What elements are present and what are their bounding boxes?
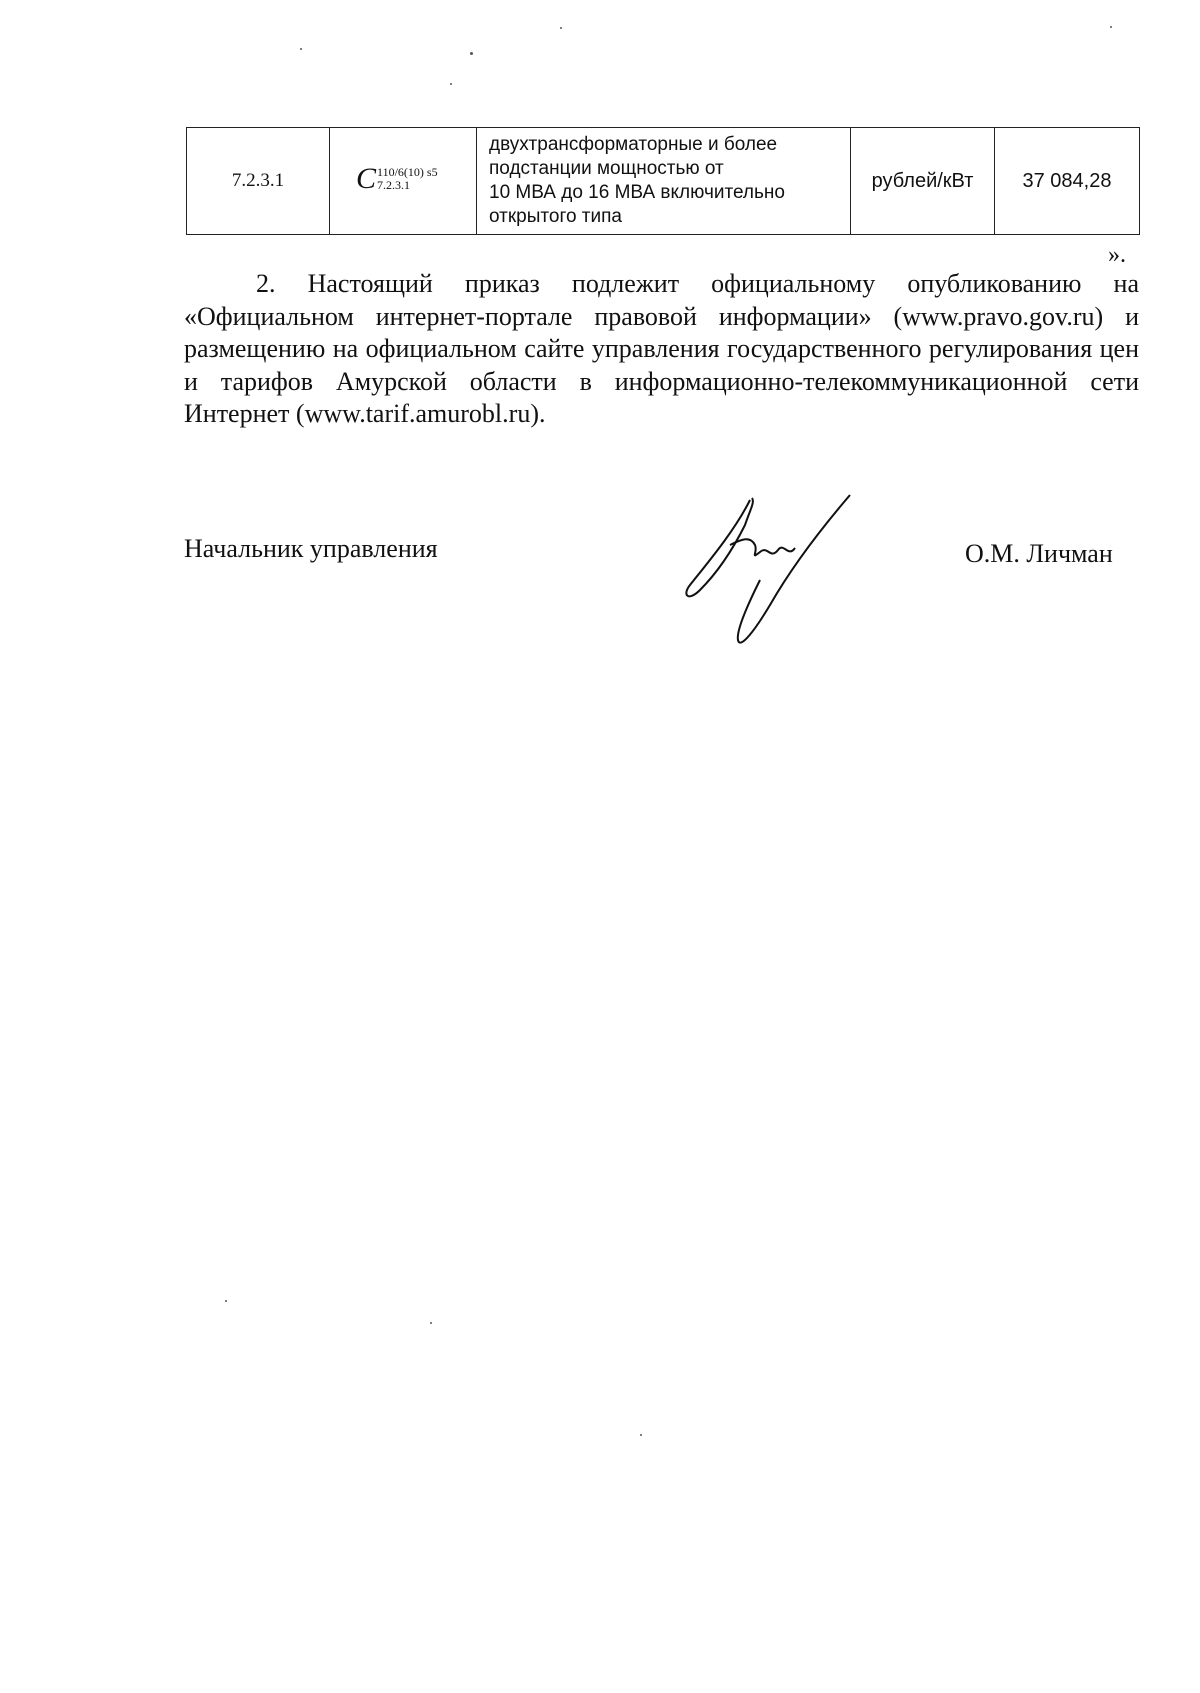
row-code: 7.2.3.1	[231, 170, 285, 191]
scan-speck	[430, 1322, 432, 1324]
symbol-main: C	[356, 161, 377, 195]
description-line: двухтрансформаторные и более	[489, 134, 778, 155]
scan-speck	[1110, 26, 1112, 28]
scan-speck	[450, 83, 452, 85]
description-line: подстанции мощностью от	[489, 158, 724, 179]
row-code-cell	[187, 128, 330, 235]
handwritten-signature	[680, 490, 880, 650]
signer-title: Начальник управления	[184, 534, 438, 563]
symbol-scripts	[377, 166, 438, 192]
table-row	[187, 128, 1140, 235]
scan-speck	[560, 27, 562, 29]
row-symbol-cell	[330, 128, 477, 235]
scan-speck	[640, 1434, 642, 1436]
row-unit: рублей/кВт	[871, 169, 974, 192]
row-description-cell	[477, 128, 851, 235]
symbol-subscript: 7.2.3.1	[377, 177, 411, 192]
row-value: 37 084,28	[1022, 169, 1112, 192]
tariff-symbol	[356, 161, 438, 195]
closing-quote: ».	[1108, 242, 1126, 268]
scan-speck	[225, 1300, 227, 1302]
row-unit-cell	[851, 128, 995, 235]
publication-paragraph: 2. Настоящий приказ подлежит официальному опубликованию на «Официальном интернет-портале правовой информации» (www.pravo.gov.ru) и размещению на официальном сайте управления государственного регулирования цен и тарифов Амурской области в информационно-телекоммуникационной сети Интернет (www.tarif.amurobl.ru).	[184, 269, 1139, 428]
scan-speck	[300, 48, 302, 50]
description-line: 10 МВА до 16 МВА включительно	[489, 182, 785, 203]
signer-name: О.М. Личман	[965, 539, 1113, 568]
row-value-cell	[995, 128, 1140, 235]
description-line: открытого типа	[489, 206, 622, 227]
scan-speck	[470, 52, 473, 55]
tariff-table	[186, 127, 1140, 235]
symbol-superscript: 110/6(10) s5	[377, 164, 438, 179]
